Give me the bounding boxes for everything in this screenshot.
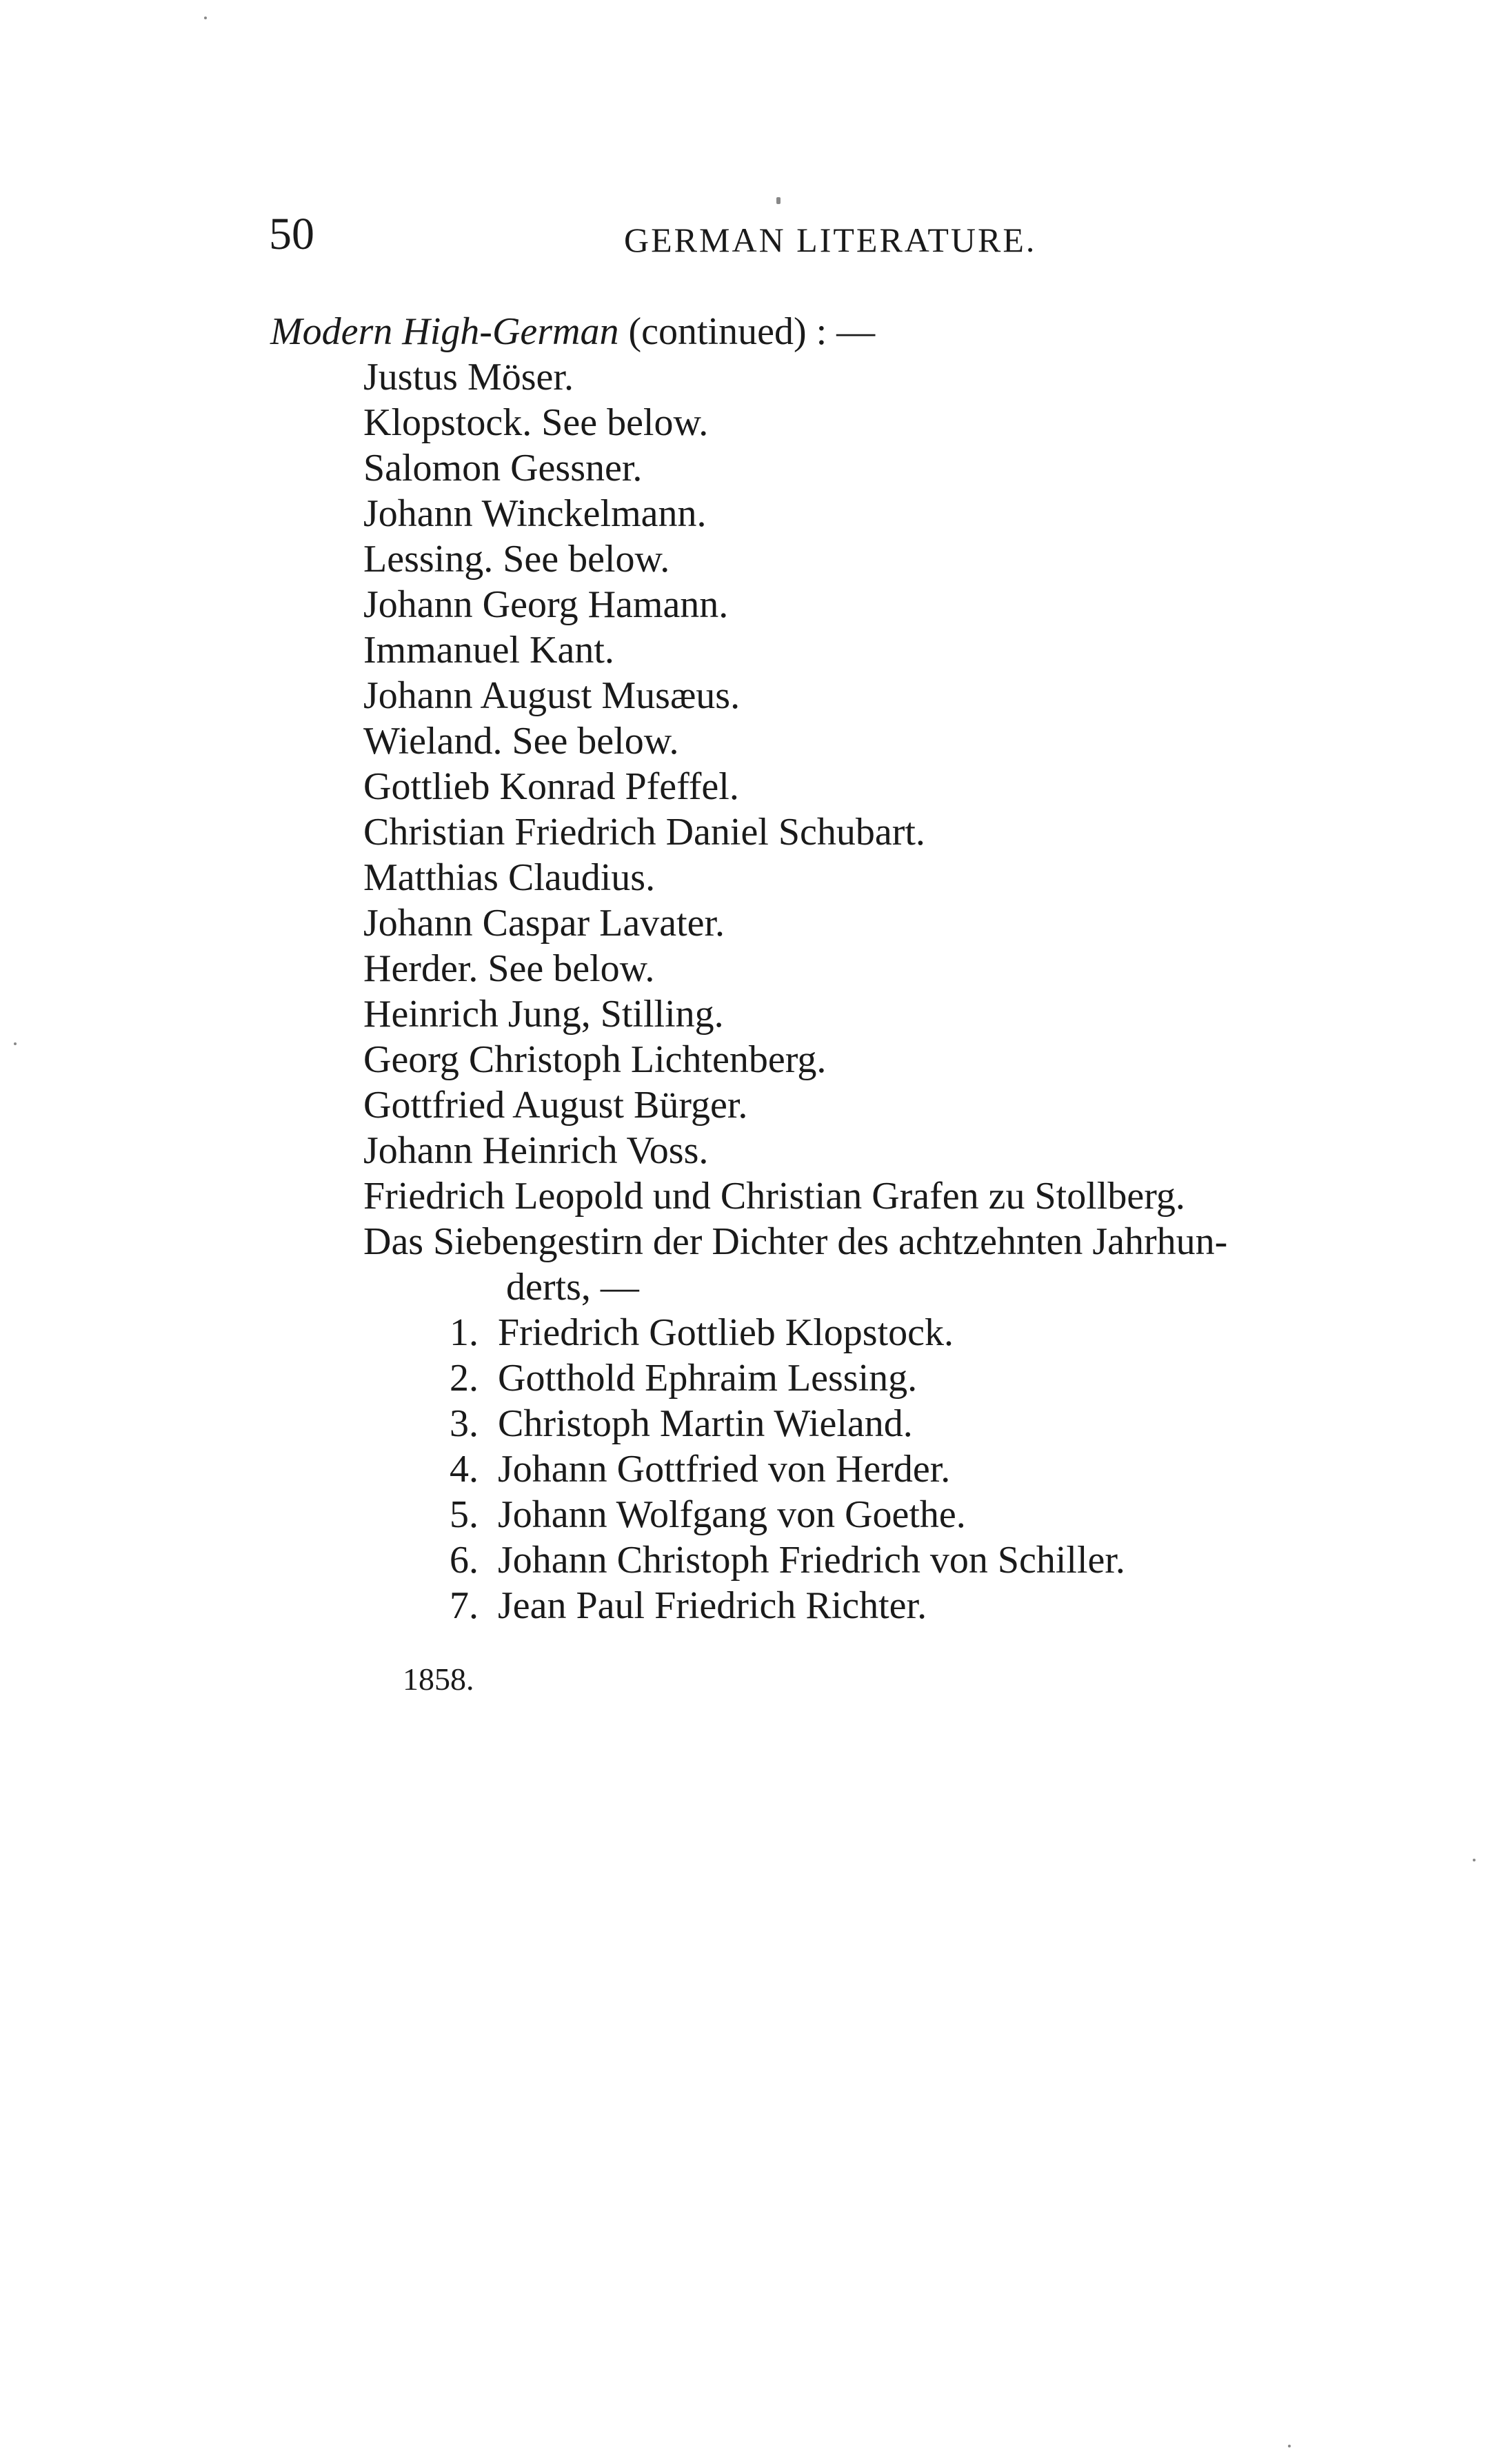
list-item [450,1537,1125,1583]
running-head: GERMAN LITERATURE. [624,221,1037,259]
paper-speck [1288,2445,1291,2447]
item-number: 7. [450,1584,479,1627]
item-number: 5. [450,1493,479,1536]
date-line: 1858. [403,1662,474,1697]
list-item: Johann Georg Hamann. [363,583,729,626]
item-number: 6. [450,1539,479,1582]
item-number: 2. [450,1357,479,1400]
item-name: Johann Gottfried von Herder. [498,1448,951,1491]
list-item: Heinrich Jung, Stilling. [363,993,724,1036]
section-title-italic: Modern High-German [270,310,619,353]
list-item: Johann August Musæus. [363,674,741,717]
pleiad-heading-line1: Das Siebengestirn der Dichter des achtzehnten Jahrhun- [363,1220,1228,1263]
page-number: 50 [269,209,314,259]
paper-speck [204,17,207,19]
list-item [450,1355,1125,1401]
section-title-rest: (continued) : — [618,310,876,353]
item-name: Friedrich Gottlieb Klopstock. [498,1311,954,1354]
list-item: Immanuel Kant. [363,629,614,671]
list-item: Gottlieb Konrad Pfeffel. [363,765,739,808]
list-item: Wieland. See below. [363,720,679,763]
item-number: 1. [450,1311,479,1354]
paper-speck [14,1042,17,1045]
list-item: Justus Möser. [363,356,574,398]
list-item: Friedrich Leopold und Christian Grafen zu Stollberg. [363,1175,1185,1218]
list-item: Matthias Claudius. [363,856,656,899]
item-name: Johann Christoph Friedrich von Schiller. [498,1539,1125,1582]
list-item: Johann Winckelmann. [363,492,707,535]
list-item: Georg Christoph Lichtenberg. [363,1038,827,1081]
list-item: Christian Friedrich Daniel Schubart. [363,811,925,854]
list-item [450,1401,1125,1446]
paper-speck [776,197,781,204]
section-heading [270,309,875,354]
pleiad-heading-line2: derts, — [506,1266,639,1309]
list-item: Johann Heinrich Voss. [363,1129,709,1172]
list-item [450,1583,1125,1628]
paper-speck [1473,1859,1476,1861]
list-item: Klopstock. See below. [363,401,709,444]
item-name: Jean Paul Friedrich Richter. [498,1584,927,1627]
item-number: 3. [450,1402,479,1445]
list-item: Lessing. See below. [363,538,670,580]
item-name: Johann Wolfgang von Goethe. [498,1493,966,1536]
list-item [450,1446,1125,1492]
page-header [269,207,1055,262]
item-name: Gotthold Ephraim Lessing. [498,1357,918,1400]
list-item: Gottfried August Bürger. [363,1084,748,1127]
list-item: Johann Caspar Lavater. [363,902,725,945]
author-list [363,354,1398,1310]
list-item: Herder. See below. [363,947,655,990]
item-name: Christoph Martin Wieland. [498,1402,913,1445]
pleiad-heading [363,1219,1398,1310]
list-item [450,1310,1125,1355]
list-item: Salomon Gessner. [363,447,643,489]
item-number: 4. [450,1448,479,1491]
list-item [450,1492,1125,1537]
pleiad-list [450,1310,1125,1628]
